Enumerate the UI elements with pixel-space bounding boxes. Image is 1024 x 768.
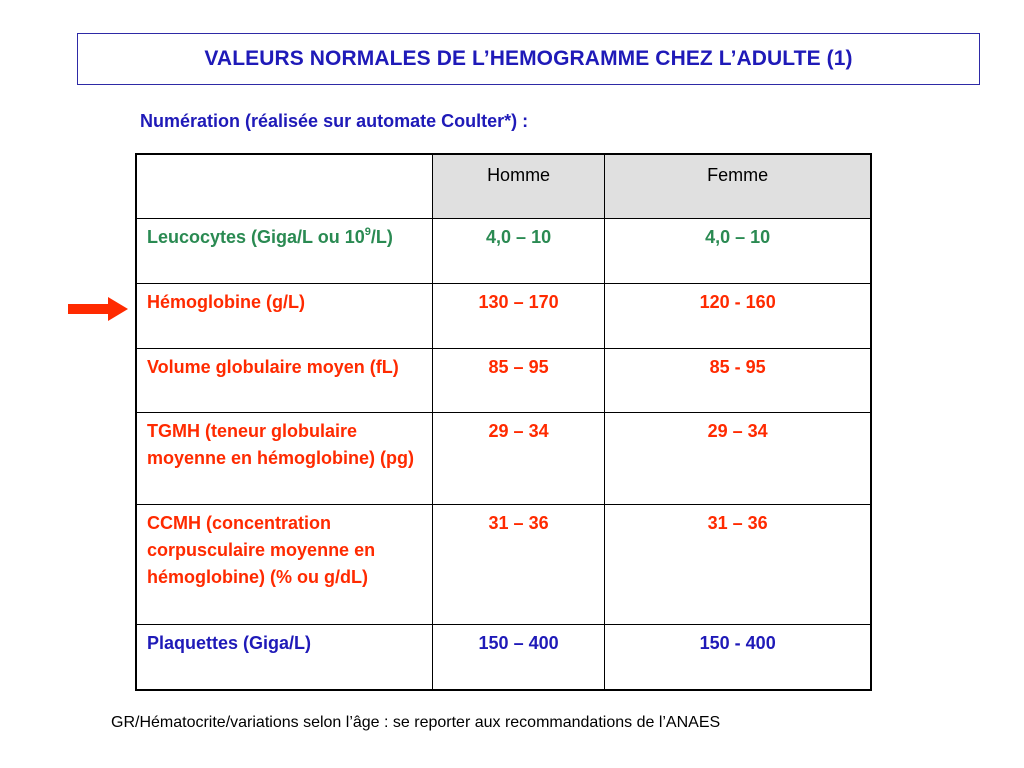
value-ccmh-homme: 31 – 36 — [432, 504, 605, 624]
value-tgmh-homme: 29 – 34 — [432, 412, 605, 504]
row-vgm — [136, 348, 871, 412]
row-ccmh — [136, 504, 871, 624]
value-ccmh-femme: 31 – 36 — [605, 504, 871, 624]
value-hemoglobine-femme: 120 - 160 — [605, 283, 871, 348]
label-ccmh: CCMH (concentration corpusculaire moyenne en hémoglobine) (% ou g/dL) — [136, 504, 432, 624]
value-leucocytes-femme: 4,0 – 10 — [605, 218, 871, 283]
title-box — [77, 33, 980, 85]
value-hemoglobine-homme: 130 – 170 — [432, 283, 605, 348]
row-tgmh — [136, 412, 871, 504]
label-leucocytes: Leucocytes (Giga/L ou $10^9/L$) — [136, 218, 432, 283]
label-hemoglobine: Hémoglobine (g/L) — [136, 283, 432, 348]
header-homme: Homme — [432, 154, 605, 218]
header-corner — [136, 154, 432, 218]
value-vgm-homme: 85 – 95 — [432, 348, 605, 412]
row-plaquettes — [136, 624, 871, 690]
value-tgmh-femme: 29 – 34 — [605, 412, 871, 504]
subtitle: Numération (réalisée sur automate Coulter*) : — [140, 111, 529, 131]
table-header-row — [136, 154, 871, 218]
footer-note: GR/Hématocrite/variations selon l’âge : se reporter aux recommandations de l’ANAES — [111, 714, 721, 731]
page-title: VALEURS NORMALES DE L’HEMOGRAMME CHEZ L’ADULTE (1) — [204, 47, 853, 70]
right-arrow-icon — [68, 297, 128, 321]
label-vgm: Volume globulaire moyen (fL) — [136, 348, 432, 412]
row-leucocytes — [136, 218, 871, 283]
label-plaquettes: Plaquettes (Giga/L) — [136, 624, 432, 690]
label-tgmh: TGMH (teneur globulaire moyenne en hémoglobine) (pg) — [136, 412, 432, 504]
value-vgm-femme: 85 - 95 — [605, 348, 871, 412]
value-plaquettes-homme: 150 – 400 — [432, 624, 605, 690]
header-femme: Femme — [605, 154, 871, 218]
value-plaquettes-femme: 150 - 400 — [605, 624, 871, 690]
row-hemoglobine — [136, 283, 871, 348]
hemogram-table — [135, 153, 872, 691]
value-leucocytes-homme: 4,0 – 10 — [432, 218, 605, 283]
